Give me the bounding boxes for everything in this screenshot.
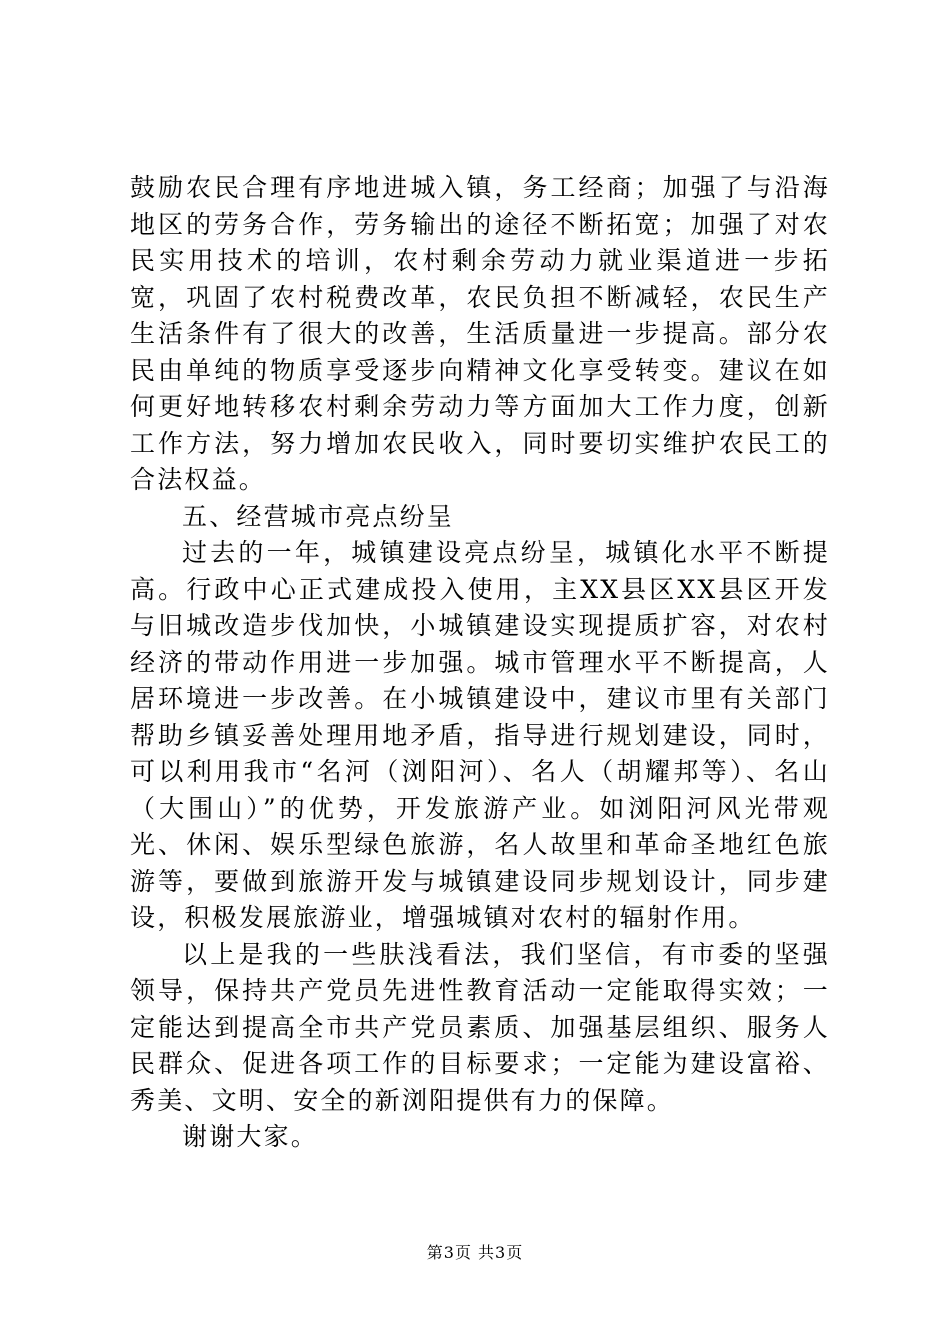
section-heading: 五、经营城市亮点纷呈 xyxy=(182,501,455,531)
paragraph-urban-development: 过去的一年，城镇建设亮点纷呈，城镇化水平不断提高。行政中心正式建成投入使用，主XX县区XX县区开发与旧城改造步伐加快，小城镇建设实现提质扩容，对农村经济的带动作用进一步加强。城市管理水平不断提高，人居环境进一步改善。在小城镇建设中，建议市里有关部门帮助乡镇妥善处理用地矛盾，指导进行规划建设，同时，可以利用我市“名河（浏阳河）、名人（胡耀邦等）、名山（大围山）”的优势，开发旅游产业。如浏阳河风光带观光、休闲、娱乐型绿色旅游，名人故里和革命圣地红色旅游等，要做到旅游开发与城镇建设同步规划设计，同步建设，积极发展旅游业，增强城镇对农村的辐射作用。 xyxy=(130,538,830,932)
paragraph-conclusion: 以上是我的一些肤浅看法，我们坚信，有市委的坚强领导，保持共产党员先进性教育活动一定能取得实效；一定能达到提高全市共产党员素质、加强基层组织、服务人民群众、促进各项工作的目标要求；一定能为建设富裕、秀美、文明、安全的新浏阳提供有力的保障。 xyxy=(130,939,830,1115)
paragraph-thanks: 谢谢大家。 xyxy=(182,1122,319,1151)
document-body xyxy=(130,170,830,1156)
paragraph-continuation: 鼓励农民合理有序地进城入镇，务工经商；加强了与沿海地区的劳务合作，劳务输出的途径不断拓宽；加强了对农民实用技术的培训，农村剩余劳动力就业渠道进一步拓宽，巩固了农村税费改革，农民负担不断减轻，农民生产生活条件有了很大的改善，生活质量进一步提高。部分农民由单纯的物质享受逐步向精神文化享受转变。建议在如何更好地转移农村剩余劳动力等方面加大工作力度，创新工作方法，努力增加农民收入，同时要切实维护农民工的合法权益。 xyxy=(130,173,830,494)
page-footer: 第3页 共3页 xyxy=(426,1243,524,1262)
